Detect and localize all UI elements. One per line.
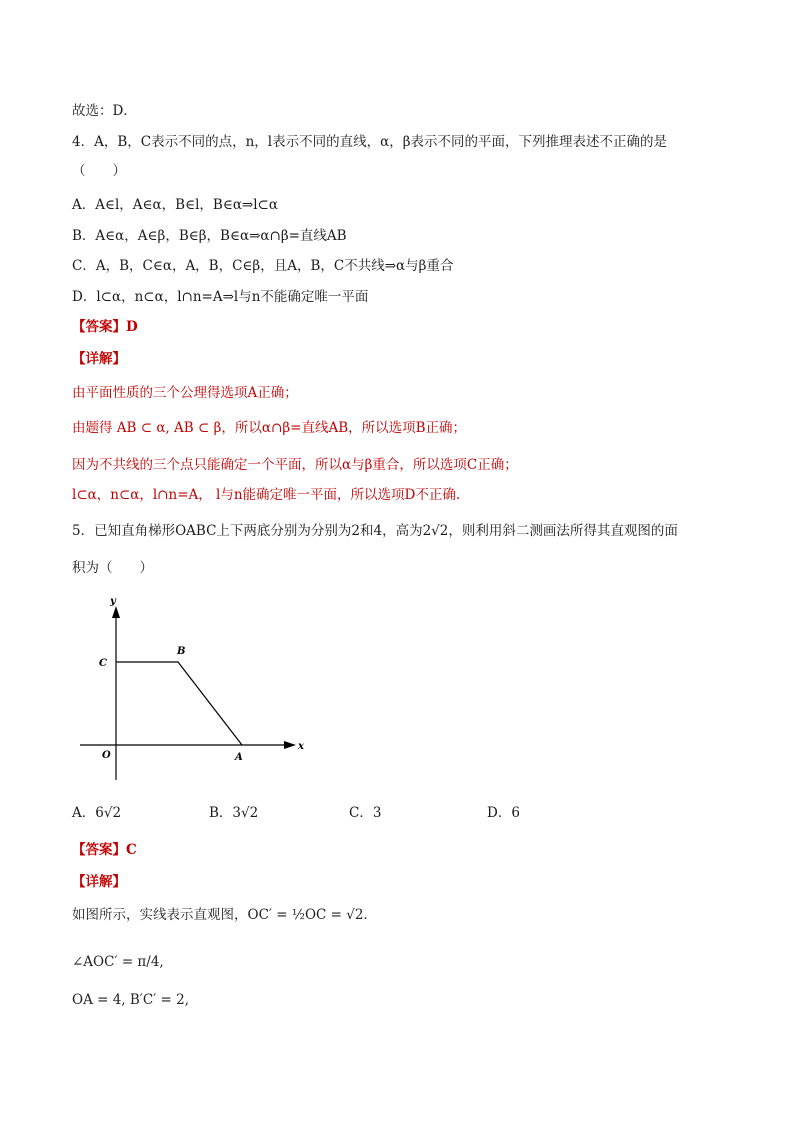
label-b: B bbox=[177, 646, 186, 657]
question-4-stem: 4．A，B，C表示不同的点，n，l表示不同的直线，α，β表示不同的平面，下列推理表述不正确的是 bbox=[72, 134, 668, 150]
label-o: O bbox=[102, 750, 111, 761]
question-4-option-b: B．A∈α，A∈β，B∈β，B∈α⇒α∩β=直线AB bbox=[72, 228, 347, 244]
question-5-detail-label: 【详解】 bbox=[72, 874, 126, 890]
label-x: x bbox=[298, 741, 304, 752]
question-5-solution-3: OA = 4, B′C′ = 2, bbox=[72, 992, 190, 1008]
question-4-detail-label: 【详解】 bbox=[72, 351, 126, 367]
question-4-explanation-4: l⊂α，n⊂α，l∩n=A， l与n能确定唯一平面，所以选项D不正确. bbox=[72, 487, 461, 503]
question-4-paren: （ ） bbox=[72, 163, 126, 179]
question-4-option-a: A．A∈l，A∈α，B∈l，B∈α⇒l⊂α bbox=[72, 197, 278, 213]
question-4-explanation-2: 由题得 AB ⊂ α, AB ⊂ β，所以α∩β=直线AB，所以选项B正确； bbox=[72, 420, 467, 436]
question-4-option-d: D．l⊂α，n⊂α，l∩n=A⇒l与n不能确定唯一平面 bbox=[72, 289, 369, 305]
question-4-option-c: C．A，B，C∈α，A，B，C∈β，且A，B，C不共线⇒α与β重合 bbox=[72, 258, 454, 274]
question-5-option-d: D．6 bbox=[487, 805, 520, 821]
question-5-option-b: B．3√2 bbox=[209, 805, 259, 821]
question-5-option-c: C．3 bbox=[349, 805, 382, 821]
question-4-explanation-3: 因为不共线的三个点只能确定一个平面，所以α与β重合，所以选项C正确； bbox=[72, 457, 518, 473]
question-4-answer: 【答案】D bbox=[72, 319, 138, 335]
label-y: y bbox=[110, 596, 116, 607]
label-a: A bbox=[235, 752, 243, 763]
y-axis-arrow bbox=[112, 606, 120, 618]
question-5-stem-line-1: 5．已知直角梯形OABC上下两底分别为分别为2和4，高为2√2，则利用斜二测画法所得其直观图的面 bbox=[72, 523, 678, 539]
x-axis-arrow bbox=[284, 741, 296, 749]
question-5-option-a: A．6√2 bbox=[72, 805, 122, 821]
question-4-explanation-1: 由平面性质的三个公理得选项A正确； bbox=[72, 385, 298, 401]
question-5-stem-line-2: 积为（ ） bbox=[72, 560, 153, 576]
question-5-answer: 【答案】C bbox=[72, 842, 137, 858]
label-c: C bbox=[99, 658, 107, 669]
question-5-solution-2: ∠AOC′ = π/4, bbox=[72, 954, 164, 970]
question-5-solution-1: 如图所示，实线表示直观图，OC′ = ½OC = √2． bbox=[72, 907, 377, 923]
prev-answer: 故选：D． bbox=[72, 103, 137, 119]
trapezoid-edges bbox=[116, 662, 242, 745]
trapezoid-figure bbox=[72, 592, 312, 782]
